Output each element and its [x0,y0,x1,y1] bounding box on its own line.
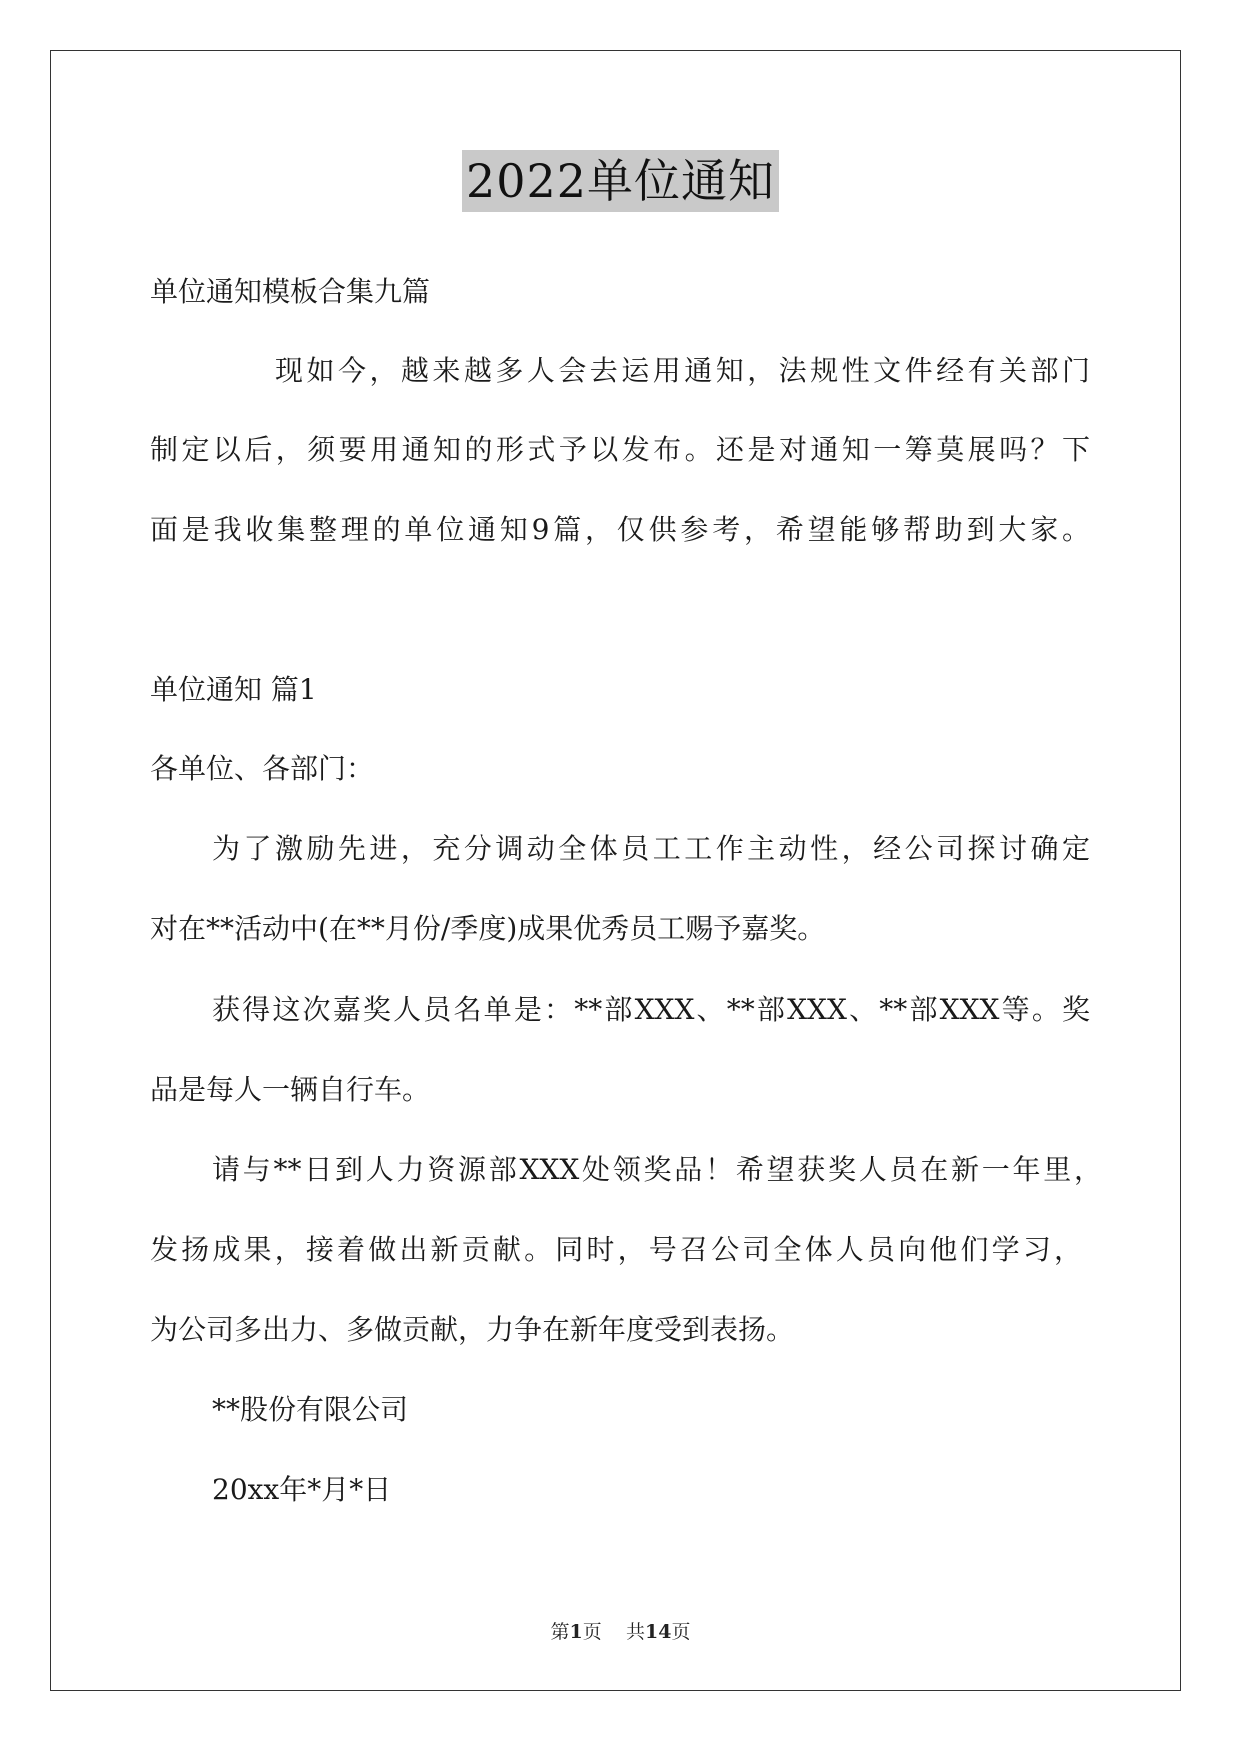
footer-total-suffix: 页 [671,1621,691,1643]
intro-line-1: 现如今，越来越多人会去运用通知，法规性文件经有关部门 [275,354,1090,387]
body-line-4: 品是每人一辆自行车。 [150,1073,431,1106]
footer-prefix: 第 [550,1621,570,1643]
body-line-2: 对在**活动中(在**月份/季度)成果优秀员工赐予嘉奖。 [150,912,826,945]
document-title: 2022单位通知 [462,150,779,212]
body-line-5: 请与**日到人力资源部XXX处领奖品！希望获奖人员在新一年里， [212,1153,1102,1186]
signature-date: 20xx年*月*日 [212,1473,392,1506]
signature-company: **股份有限公司 [212,1393,409,1426]
body-line-6: 发扬成果，接着做出新贡献。同时，号召公司全体人员向他们学习， [150,1233,1082,1266]
page-footer [0,1618,1241,1646]
intro-line-2: 制定以后，须要用通知的形式予以发布。还是对通知一筹莫展吗？下 [150,433,1090,466]
body-line-1: 为了激励先进，充分调动全体员工工作主动性，经公司探讨确定 [212,832,1090,865]
body-line-3: 获得这次嘉奖人员名单是：**部XXX、**部XXX、**部XXX等。奖 [212,993,1090,1026]
total-pages-number: 14 [644,1621,672,1643]
section-heading: 单位通知 篇1 [150,673,317,706]
current-page-number: 1 [569,1621,583,1643]
title-container [0,150,1241,212]
footer-total-prefix: 共 [625,1621,645,1643]
body-line-7: 为公司多出力、多做贡献，力争在新年度受到表扬。 [150,1313,795,1346]
document-subtitle: 单位通知模板合集九篇 [150,275,431,308]
salutation: 各单位、各部门： [150,752,375,785]
intro-line-3: 面是我收集整理的单位通知9篇，仅供参考，希望能够帮助到大家。 [150,513,1090,546]
footer-page-suffix: 页 [582,1621,602,1643]
